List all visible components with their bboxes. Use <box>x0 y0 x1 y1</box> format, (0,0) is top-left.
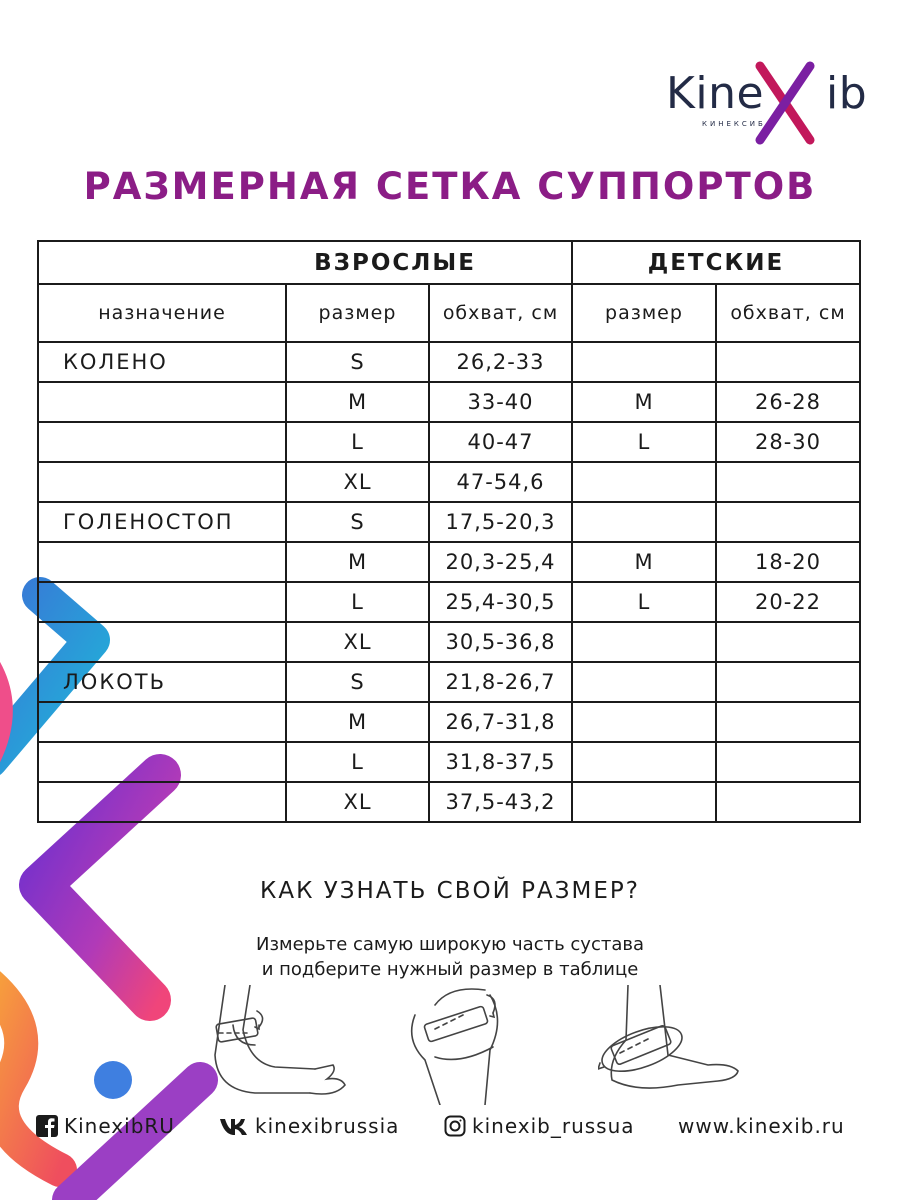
cell-child-size <box>572 782 716 822</box>
cell-child-girth <box>716 662 860 702</box>
cell-purpose <box>38 382 286 422</box>
instruction-line-1: Измерьте самую широкую часть сустава <box>255 934 645 955</box>
instagram-icon <box>444 1115 466 1137</box>
cell-size: S <box>286 502 429 542</box>
pink-arc-shape <box>0 650 3 760</box>
cell-purpose <box>38 422 286 462</box>
table-row <box>38 422 860 462</box>
ankle-measure-icon <box>598 985 748 1105</box>
table-row <box>38 502 860 542</box>
facebook-icon <box>36 1115 58 1137</box>
cell-purpose <box>38 462 286 502</box>
kinexib-logo <box>660 58 890 148</box>
logo-subtext: КИНЕКСИБ <box>702 120 766 128</box>
cell-child-size: L <box>572 582 716 622</box>
knee-measure-icon <box>405 985 515 1105</box>
cell-girth: 25,4-30,5 <box>429 582 572 622</box>
cell-purpose: КОЛЕНО <box>38 342 286 382</box>
table-row <box>38 542 860 582</box>
vk-handle: kinexibrussia <box>255 1114 400 1138</box>
cell-size: XL <box>286 462 429 502</box>
cell-size: XL <box>286 782 429 822</box>
cell-girth: 31,8-37,5 <box>429 742 572 782</box>
cell-size: M <box>286 702 429 742</box>
cell-purpose <box>38 742 286 782</box>
cell-purpose <box>38 542 286 582</box>
cell-size: M <box>286 542 429 582</box>
logo-text-left: Kine <box>666 68 765 119</box>
cell-child-girth <box>716 342 860 382</box>
cell-girth: 26,7-31,8 <box>429 702 572 742</box>
cell-child-girth <box>716 782 860 822</box>
cell-child-size <box>572 342 716 382</box>
table-row <box>38 622 860 662</box>
vk-link[interactable] <box>219 1114 399 1138</box>
table-row <box>38 382 860 422</box>
social-links <box>36 1114 866 1144</box>
instagram-handle: kinexib_russua <box>472 1114 635 1138</box>
logo-text-right: ib <box>826 68 868 119</box>
howto-instructions <box>0 932 900 982</box>
group-adult-header: ВЗРОСЛЫЕ <box>38 241 572 284</box>
column-header-girth: обхват, см <box>429 284 572 342</box>
table-header-row <box>38 284 860 342</box>
cell-child-girth <box>716 502 860 542</box>
table-row <box>38 782 860 822</box>
table-row <box>38 742 860 782</box>
column-header-size: размер <box>286 284 429 342</box>
cell-size: S <box>286 342 429 382</box>
cell-child-size <box>572 502 716 542</box>
cell-size: L <box>286 582 429 622</box>
table-row <box>38 462 860 502</box>
cell-child-girth: 26-28 <box>716 382 860 422</box>
cell-child-size: L <box>572 422 716 462</box>
cell-child-girth <box>716 742 860 782</box>
group-child-header: ДЕТСКИЕ <box>572 241 860 284</box>
cell-girth: 30,5-36,8 <box>429 622 572 662</box>
instruction-line-2: и подберите нужный размер в таблице <box>261 959 639 980</box>
page-title: РАЗМЕРНАЯ СЕТКА СУППОРТОВ <box>83 165 817 208</box>
cell-child-girth <box>716 702 860 742</box>
table-row <box>38 582 860 622</box>
cell-girth: 33-40 <box>429 382 572 422</box>
cell-purpose <box>38 782 286 822</box>
column-header-child-girth: обхват, см <box>716 284 860 342</box>
table-group-row <box>38 241 860 284</box>
cell-child-size: M <box>572 542 716 582</box>
cell-child-girth <box>716 622 860 662</box>
cell-child-size <box>572 622 716 662</box>
cell-child-girth: 20-22 <box>716 582 860 622</box>
column-header-child-size: размер <box>572 284 716 342</box>
cell-child-size <box>572 462 716 502</box>
cell-child-girth <box>716 462 860 502</box>
table-row <box>38 662 860 702</box>
facebook-handle: KinexibRU <box>64 1114 175 1138</box>
table-row <box>38 342 860 382</box>
cell-purpose: ЛОКОТЬ <box>38 662 286 702</box>
cell-purpose <box>38 702 286 742</box>
cell-size: M <box>286 382 429 422</box>
vk-icon <box>219 1116 249 1136</box>
table-row <box>38 702 860 742</box>
cell-child-size <box>572 702 716 742</box>
cell-child-girth: 18-20 <box>716 542 860 582</box>
cell-child-girth: 28-30 <box>716 422 860 462</box>
cell-size: XL <box>286 622 429 662</box>
howto-heading: КАК УЗНАТЬ СВОЙ РАЗМЕР? <box>260 878 640 904</box>
cell-purpose <box>38 622 286 662</box>
cell-child-size <box>572 742 716 782</box>
size-table <box>37 240 861 823</box>
cell-girth: 21,8-26,7 <box>429 662 572 702</box>
blue-dot-shape <box>94 1061 132 1099</box>
cell-child-size: M <box>572 382 716 422</box>
cell-size: S <box>286 662 429 702</box>
cell-girth: 17,5-20,3 <box>429 502 572 542</box>
cell-girth: 26,2-33 <box>429 342 572 382</box>
cell-size: L <box>286 742 429 782</box>
elbow-measure-icon <box>205 985 355 1105</box>
facebook-link[interactable] <box>36 1114 175 1138</box>
cell-purpose: ГОЛЕНОСТОП <box>38 502 286 542</box>
cell-size: L <box>286 422 429 462</box>
website-link[interactable] <box>678 1114 845 1138</box>
instagram-link[interactable] <box>444 1114 635 1138</box>
cell-girth: 37,5-43,2 <box>429 782 572 822</box>
cell-girth: 20,3-25,4 <box>429 542 572 582</box>
logo-x-icon <box>752 58 818 148</box>
website-url: www.kinexib.ru <box>678 1114 845 1138</box>
cell-purpose <box>38 582 286 622</box>
cell-child-size <box>572 662 716 702</box>
cell-girth: 40-47 <box>429 422 572 462</box>
column-header-purpose: назначение <box>38 284 286 342</box>
cell-girth: 47-54,6 <box>429 462 572 502</box>
